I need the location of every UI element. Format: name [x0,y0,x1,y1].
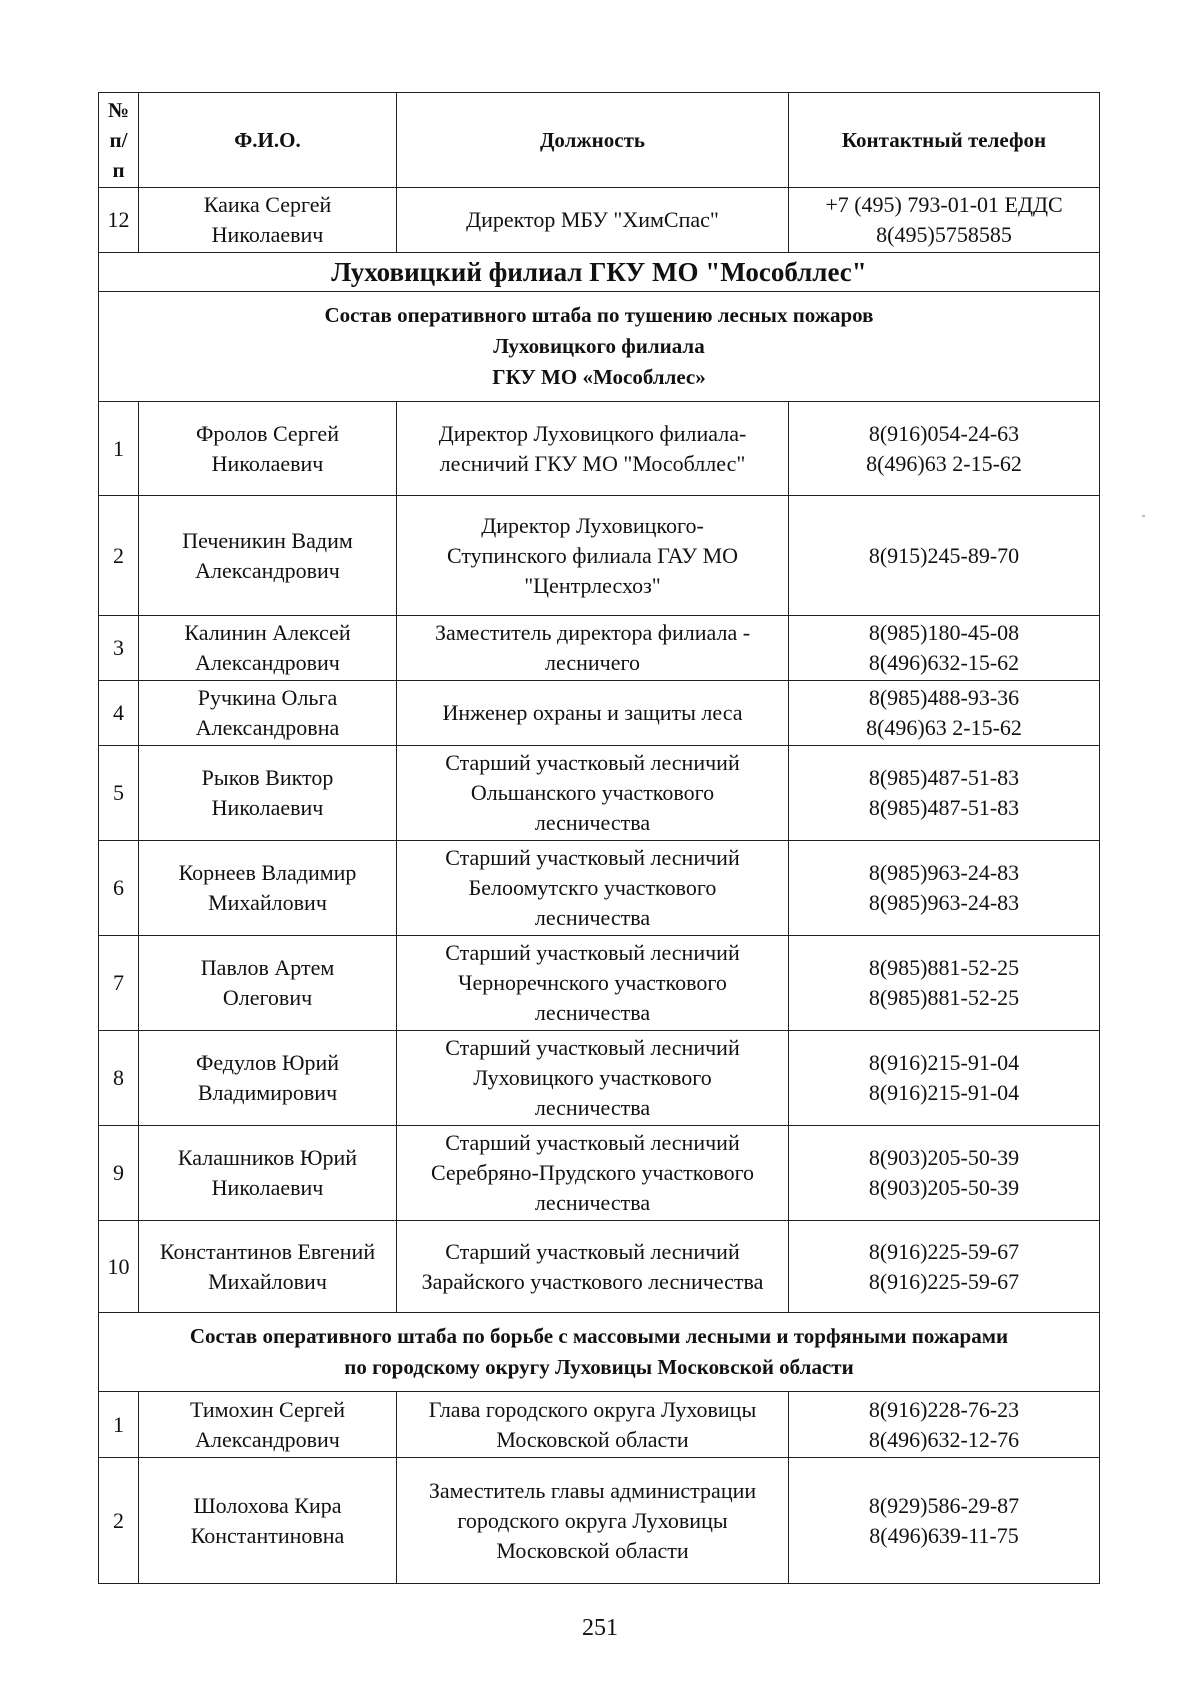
table-row [99,616,1100,681]
section1-body [99,402,1100,1313]
row-num: 3 [99,616,139,681]
row-position: Директор Луховицкого филиала- лесничий ГКУ МО "Мособллес" [397,402,789,496]
table-row [99,936,1100,1031]
row-position: Старший участковый лесничий Ольшанского участкового лесничества [397,746,789,841]
contacts-table [98,92,1100,1584]
table-row [99,496,1100,616]
row-position: Заместитель главы администрации городского округа Луховицы Московской области [397,1458,789,1584]
row-name: Корнеев Владимир Михайлович [139,841,397,936]
row-num: 7 [99,936,139,1031]
row-phone: 8(985)180-45-08 8(496)632-15-62 [789,616,1100,681]
row-position: Глава городского округа Луховицы Московской области [397,1392,789,1458]
table-row [99,1221,1100,1313]
table-row [99,1031,1100,1126]
row-phone: 8(929)586-29-87 8(496)639-11-75 [789,1458,1100,1584]
row-phone: 8(985)487-51-83 8(985)487-51-83 [789,746,1100,841]
row-num: 10 [99,1221,139,1313]
branch-title-row [99,253,1100,292]
header-name: Ф.И.О. [139,93,397,188]
row-name: Константинов Евгений Михайлович [139,1221,397,1313]
document-sheet [98,92,1100,1584]
table-row [99,1126,1100,1221]
header-num: № п/ п [99,93,139,188]
row-name: Фролов Сергей Николаевич [139,402,397,496]
row-num: 2 [99,1458,139,1584]
row-position: Инженер охраны и защиты леса [397,681,789,746]
row-num: 9 [99,1126,139,1221]
row-num: 4 [99,681,139,746]
section2-title: Состав оперативного штаба по борьбе с массовыми лесными и торфяными пожарами по городскому округу Луховицы Московской области [99,1313,1100,1392]
row-name: Калинин Алексей Александрович [139,616,397,681]
row-position: Старший участковый лесничий Серебряно-Прудского участкового лесничества [397,1126,789,1221]
row-name: Калашников Юрий Николаевич [139,1126,397,1221]
row-position: Директор Луховицкого- Ступинского филиала ГАУ МО "Центрлесхоз" [397,496,789,616]
row-num: 5 [99,746,139,841]
table-row [99,681,1100,746]
row-name: Шолохова Кира Константиновна [139,1458,397,1584]
row-position: Старший участковый лесничий Зарайского участкового лесничества [397,1221,789,1313]
row-name: Ручкина Ольга Александровна [139,681,397,746]
section2-body [99,1392,1100,1584]
header-position: Должность [397,93,789,188]
table-row-top [99,188,1100,253]
row-position: Старший участковый лесничий Луховицкого участкового лесничества [397,1031,789,1126]
row-name: Рыков Виктор Николаевич [139,746,397,841]
row-phone: 8(903)205-50-39 8(903)205-50-39 [789,1126,1100,1221]
section1-title-row [99,292,1100,402]
row-num: 2 [99,496,139,616]
row-position: Старший участковый лесничий Белоомутскго участкового лесничества [397,841,789,936]
row-num: 1 [99,1392,139,1458]
branch-title: Луховицкий филиал ГКУ МО "Мособллес" [99,253,1100,292]
row-phone: 8(915)245-89-70 [789,496,1100,616]
scan-speck [1142,515,1145,517]
section1-title: Состав оперативного штаба по тушению лесных пожаров Луховицкого филиала ГКУ МО «Мособллес» [99,292,1100,402]
row-phone: +7 (495) 793-01-01 ЕДДС 8(495)5758585 [789,188,1100,253]
row-num: 1 [99,402,139,496]
row-position: Старший участковый лесничий Черноречнского участкового лесничества [397,936,789,1031]
row-num: 8 [99,1031,139,1126]
row-position: Заместитель директора филиала - лесничего [397,616,789,681]
row-phone: 8(985)963-24-83 8(985)963-24-83 [789,841,1100,936]
row-phone: 8(916)225-59-67 8(916)225-59-67 [789,1221,1100,1313]
row-name: Павлов Артем Олегович [139,936,397,1031]
page-number: 251 [582,1615,618,1641]
table-row [99,841,1100,936]
row-num: 12 [99,188,139,253]
row-position: Директор МБУ "ХимСпас" [397,188,789,253]
table-row [99,746,1100,841]
row-phone: 8(985)488-93-36 8(496)63 2-15-62 [789,681,1100,746]
row-phone: 8(916)054-24-63 8(496)63 2-15-62 [789,402,1100,496]
table-row [99,1392,1100,1458]
table-row [99,402,1100,496]
row-phone: 8(916)215-91-04 8(916)215-91-04 [789,1031,1100,1126]
row-name: Тимохин Сергей Александрович [139,1392,397,1458]
table-header-row [99,93,1100,188]
section2-title-row [99,1313,1100,1392]
row-name: Каика Сергей Николаевич [139,188,397,253]
header-phone: Контактный телефон [789,93,1100,188]
row-name: Федулов Юрий Владимирович [139,1031,397,1126]
row-name: Печеникин Вадим Александрович [139,496,397,616]
row-phone: 8(916)228-76-23 8(496)632-12-76 [789,1392,1100,1458]
row-num: 6 [99,841,139,936]
row-phone: 8(985)881-52-25 8(985)881-52-25 [789,936,1100,1031]
table-row [99,1458,1100,1584]
